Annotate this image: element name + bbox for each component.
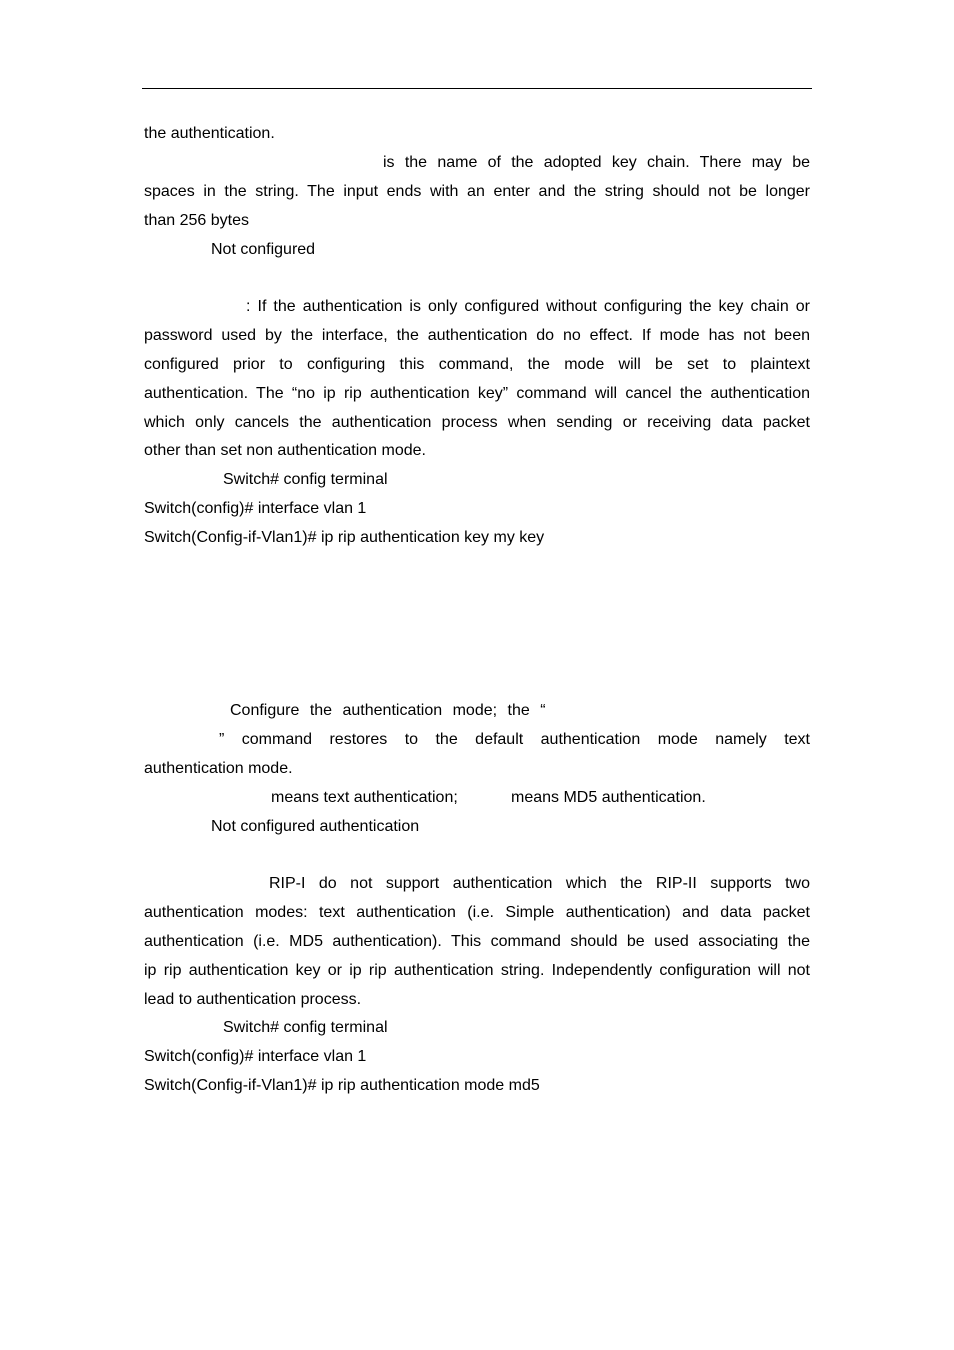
usage-line: : If the authentication is only configured without configuring the key chain or [246, 298, 810, 315]
usage-line: lead to authentication process. [144, 991, 362, 1008]
default-value: Not configured authentication [211, 818, 420, 835]
function-line: Configure the authentication mode; the “ [230, 702, 546, 719]
usage-line: authentication modes: text authentication (i.e. Simple authentication) and data packet [144, 904, 810, 921]
usage-line: other than set non authentication mode. [144, 442, 426, 459]
usage-line: RIP-I do not support authentication which the RIP-II supports two [269, 875, 810, 892]
text-line: the authentication. [144, 125, 275, 142]
usage-line: which only cancels the authentication process when sending or receiving data packet [144, 414, 810, 431]
function-line: ” command restores to the default authentication mode namely text [219, 731, 810, 748]
usage-line: authentication. The “no ip rip authentication key” command will cancel the authentication [144, 385, 810, 402]
function-line: authentication mode. [144, 760, 293, 777]
example-line: Switch# config terminal [223, 471, 388, 488]
usage-line: ip rip authentication key or ip rip authentication string. Independently configuration will not [144, 962, 810, 979]
usage-line: configured prior to configuring this command, the mode will be set to plaintext [144, 356, 810, 373]
parameter-md5: means MD5 authentication. [511, 789, 706, 806]
usage-line: authentication (i.e. MD5 authentication). This command should be used associating the [144, 933, 810, 950]
example-line: Switch# config terminal [223, 1019, 388, 1036]
header-rule [142, 88, 812, 89]
example-line: Switch(Config-if-Vlan1)# ip rip authentication mode md5 [144, 1077, 540, 1094]
usage-line: password used by the interface, the authentication do no effect. If mode has not been [144, 327, 810, 344]
default-value: Not configured [211, 241, 316, 258]
text-line: is the name of the adopted key chain. There may be [383, 154, 810, 171]
example-line: Switch(Config-if-Vlan1)# ip rip authentication key my key [144, 529, 545, 546]
parameter-text: means text authentication; [271, 789, 458, 806]
text-line: than 256 bytes [144, 212, 249, 229]
example-line: Switch(config)# interface vlan 1 [144, 500, 367, 517]
text-line: spaces in the string. The input ends with an enter and the string should not be longer [144, 183, 810, 200]
example-line: Switch(config)# interface vlan 1 [144, 1048, 367, 1065]
